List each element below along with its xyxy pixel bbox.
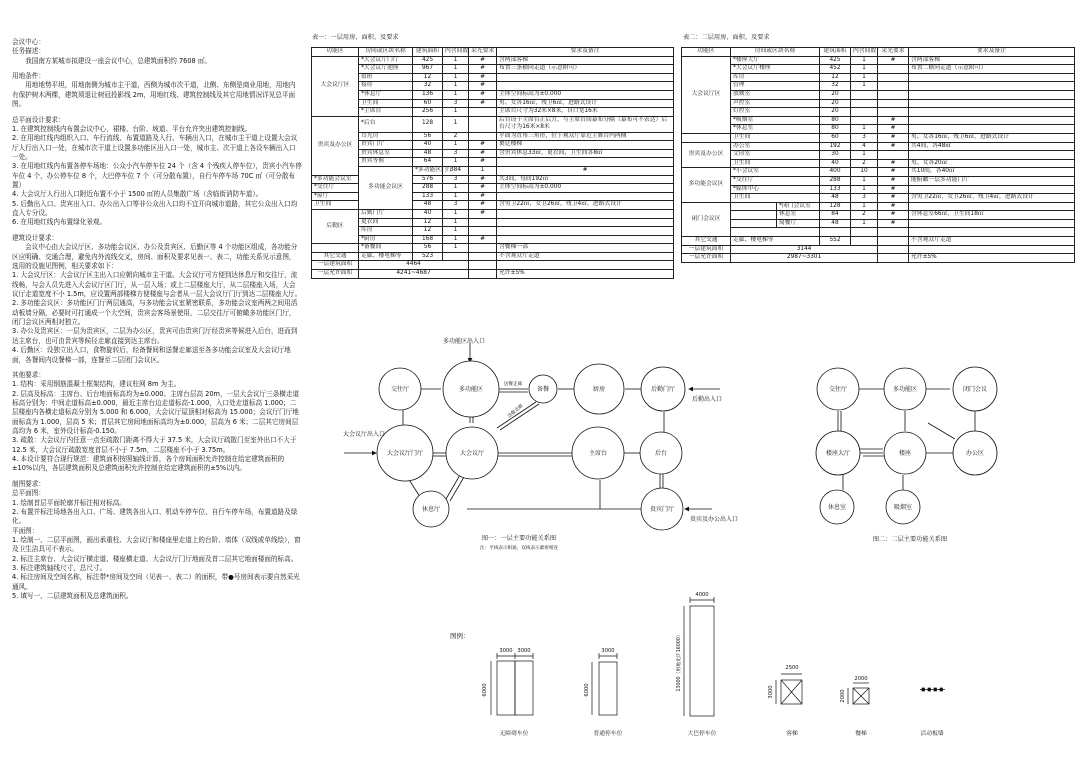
node-houqin-menting: 后勤门厅 (650, 386, 676, 393)
table-cell: 1 (851, 219, 878, 228)
table-cell: 4 (851, 142, 878, 151)
paragraph: 1. 在建筑控制线内布置会议中心，裙楼、台阶、坡道、平台允许突出建筑控制线。 (12, 124, 252, 133)
annot-duogongneng-entry: 多功能区出入口 (442, 338, 486, 345)
table-cell: 1 (443, 82, 469, 91)
table-cell: 贵宾等候 (359, 158, 413, 167)
table-cell: 384 (443, 166, 469, 175)
paragraph: 4. 大会议厅人行出入口附近布置不小于 1500 ㎡的人员集散广场（含临街消防车道）。 (12, 190, 263, 199)
table-cell: 1 (851, 176, 878, 185)
table-cell: 1 (851, 56, 878, 65)
table-cell: 1 (443, 235, 469, 244)
table-cell: 后勤区 (312, 209, 359, 243)
table-cell: 1 (443, 244, 469, 253)
table-cell: 多功能会议区 (682, 168, 731, 202)
table-cell: 192 (820, 142, 851, 151)
legend-lift-name: 客梯 (786, 731, 798, 737)
table-cell: 含男卫22㎡，女卫26㎡，残卫4㎡，进路式设计 (497, 201, 674, 210)
paragraph: 4. 后勤区：设独立出入口，食物旋转后，经备餐间和送餐走廊送至各多功能会议室及大会议厅地面，各餐间内设餐梯一部，连餐至二层闭门会议区。 (12, 346, 291, 364)
legend-acc-name: 无障碍车位 (499, 731, 529, 737)
table-cell: 允许±5% (909, 254, 1075, 263)
node2-xiyanshi: 吸烟室 (893, 504, 913, 511)
table-cell: 大会议厅区 (682, 56, 731, 133)
table-cell: 共4间，各48㎡ (909, 142, 1075, 151)
table-cell: # (469, 158, 497, 167)
table-cell: 1 (469, 166, 497, 175)
diagram1-title: 图一：一层主要功能关系图 (481, 535, 557, 542)
table-cell: 值班 (359, 73, 413, 82)
table-cell: 贵宾及办公区 (682, 142, 731, 168)
table-cell: *休息厅 (359, 90, 413, 99)
table-cell: 30 (820, 151, 851, 160)
annot-guibin-entry: 贵宾及办公出入口 (689, 516, 739, 523)
table-cell: 简餐厅 (777, 219, 820, 228)
table-cell: 多功能会议区 (359, 166, 413, 209)
legend-title: 图例： (450, 632, 470, 640)
paragraph: 平面图： (12, 526, 39, 535)
node-houtai: 后台 (654, 450, 668, 457)
table2-caption: 表二：二层用房、面积、及要求 (683, 34, 770, 41)
table-cell: 走廊、楼电梯等 (359, 252, 413, 261)
table-cell: 要求及备注 (497, 48, 674, 57)
table-cell: # (878, 202, 909, 211)
table-cell: 128 (413, 116, 443, 132)
table-cell: 男、女各20㎡ (909, 159, 1075, 168)
paragraph: 会议中心： (12, 38, 45, 46)
table-cell: 3 (443, 99, 469, 108)
table-cell: 2 (851, 159, 878, 168)
table-cell: 400 (820, 168, 851, 177)
table-cell: 管理 (731, 82, 820, 91)
table-cell: 1 (443, 141, 469, 150)
annot-dahui-entry: 大会议厅出入口 (342, 431, 386, 438)
table-cell: *吸烟室 (731, 116, 820, 125)
table-cell: # (469, 209, 497, 218)
edge-label-songcan: 送餐走廊 (503, 382, 523, 387)
table-cell: 40 (820, 159, 851, 168)
table-cell: 3 (443, 201, 469, 210)
table-cell: 一层允许面积 (682, 254, 731, 263)
table-cell: 60 (820, 133, 851, 142)
paragraph: 4. 本设计要符合现行规范：建筑面积按照轴线计算，各个房间面积允许控制在给定建筑面积的±10%以内，各层建筑面积及总建筑面积允许控制在给定建筑面积的±5%以内。 (12, 455, 285, 473)
paragraph: 3. 在用地红线内布置各停车场地：公众小汽车停车位 24 个（含 4 个残疾人停车位），贵宾小汽车停车位 4 个，办公停车位 8 个，大巴停车位 7 个（可分散布置），自行车停车场 70C ㎡（可分散布置） (12, 162, 302, 190)
table-cell: # (469, 73, 497, 82)
table-cell: 1 (443, 90, 469, 99)
table-cell: 425 (820, 56, 851, 65)
table-cell: 卫生间 (731, 159, 820, 168)
diagram2-title: 图二：二层主要功能关系图 (872, 536, 948, 543)
paragraph: 1. 绘制一、二层平面图，画出承重柱、大会议厅和楼座里走道上的台阶、墙体（双线或单线绘），窗及卫生洁具可不表示。 (12, 535, 301, 554)
table-cell: 库房 (359, 227, 413, 236)
table-cell: 声控室 (731, 99, 820, 108)
table-cell: *大会议厅门厅 (359, 56, 413, 65)
legend-dumb-w: 2000 (854, 676, 868, 682)
table-cell: *屋厅 (312, 192, 359, 201)
table-cell: 2 (851, 211, 878, 220)
legend-dumb-name: 餐梯 (855, 731, 867, 737)
table-cell: *后台 (359, 116, 413, 132)
table-cell: 40 (413, 209, 443, 218)
table-cell: 1 (443, 227, 469, 236)
paragraph: 3. 标注建筑轴线尺寸，总尺寸。 (12, 564, 107, 573)
table-cell: # (469, 99, 497, 108)
table-cell: 1 (443, 184, 469, 193)
table-cell: 一层建筑面积 (682, 245, 731, 254)
node-duogongneng: 多功能区 (458, 386, 484, 393)
table-cell: 一层建筑面积 (312, 261, 359, 270)
table-cell: # (469, 65, 497, 74)
paragraph: 建筑设计要求： (12, 233, 59, 242)
table-cell: 12 (820, 73, 851, 82)
table-cell: 288 (820, 176, 851, 185)
paragraph: 会议中心由大会议厅区、多功能会议区、办公及贵宾区、后勤区等 4 个功能区组成，各功能分区应明确、交通合理，避免内外流线交叉，房间、面积及要求见表一、表二，功能关系见示意图，选用的设施见图例，相关要求如下： (12, 243, 298, 270)
table-cell: 80 (820, 116, 851, 125)
table-cell: 卫生间 (312, 201, 359, 210)
legend-wall-name: 活动板墙 (920, 731, 944, 737)
table-cell: 主体空间标高为±0.000 (497, 90, 674, 99)
node2-jiaowangting: 交往厅 (828, 386, 848, 393)
table-cell: 40 (413, 141, 443, 150)
table-cell: 贵宾门厅 (359, 141, 413, 150)
table-cell: # (878, 56, 909, 65)
paragraph: 6. 在用地红线内布置绿化景观。 (12, 218, 107, 227)
table-cell: 裹廷楼梯 (497, 141, 674, 150)
legend-lift-w: 2500 (785, 665, 799, 671)
table-cell: 布置三条横向走道（示意附可） (497, 65, 674, 74)
table-cell: 男、女各16㎡，残卫6㎡，进路式设计 (497, 99, 674, 108)
table-cell: 内含间数 (443, 48, 469, 57)
table-cell: 放映室 (731, 90, 820, 99)
table1-caption: 表一：一层用房、面积、及要求 (312, 34, 399, 41)
diagram1-first-floor (344, 343, 723, 530)
table-cell: 文印室 (731, 151, 820, 160)
table-cell: 含贵宾休息33㎡，更衣间、卫生间各8㎡ (497, 149, 674, 158)
table-cell: # (469, 192, 497, 201)
legend-std-h: 6000 (584, 683, 590, 697)
table-cell: 不含观众厅走道 (909, 237, 1075, 246)
table-cell: *休息室 (731, 125, 820, 134)
node-zhuxitai: 主席台 (588, 450, 608, 457)
node2-duogongneng: 多功能区 (892, 386, 918, 393)
table-cell: 3 (851, 194, 878, 203)
table-cell: # (497, 166, 674, 175)
table-cell: 425 (413, 56, 443, 65)
table-cell: 1 (851, 65, 878, 74)
table-cell: # (878, 159, 909, 168)
table-cell: *多功能区门厅 (413, 166, 443, 175)
table-cell: 967 (413, 65, 443, 74)
table-cell: 452 (820, 65, 851, 74)
table-cell: 采光要求 (878, 48, 909, 57)
table-cell: 20 (820, 99, 851, 108)
table-cell: 耳光房 (359, 132, 413, 141)
table-cell: *备餐间 (359, 244, 413, 253)
table-cell: 12 (413, 218, 443, 227)
table-cell: # (878, 219, 909, 228)
edge-label-songcan-2: 送餐走廊 (507, 403, 525, 420)
table-cell: 84 (820, 211, 851, 220)
paragraph: 2. 层高及标高：主席台、后台地面标高均为±0.000。主席台层高 20m，一层大会议厅三条横走道标高分别为：中间走道标高±0.000，最近主席台边走道标高-1.000，入口处走道标高 1.000；二层楼座内各横走道标高分别为 5.000 和 6.000，大会议厅屋顶相对标高为 15.000；会议厅门厅地面标高为 1.000，层高 5 米；首层其它房间地面标高均为±0.000，层高为 6 米；二层其它房间层高均为 6 米，室外设计标高-0.150。 (12, 389, 300, 436)
table-cell: 256 (413, 108, 443, 117)
table-cell: 1 (443, 56, 469, 65)
table-cell: 其它交通 (312, 252, 359, 261)
table-cell: 2 (443, 132, 469, 141)
paragraph: 1. 结构：采用钢筋混凝土框架结构，建议柱网 8m 为主。 (12, 380, 181, 389)
table-cell: 其它交通 (682, 237, 731, 246)
table-cell: 136 (413, 90, 443, 99)
node-jiaowangting: 交往厅 (390, 386, 410, 393)
table-cell: 1 (443, 209, 469, 218)
table-cell: 32 (413, 82, 443, 91)
table-cell: 48 (413, 201, 443, 210)
legend-acc-h: 6000 (482, 683, 488, 697)
table-cell: 12 (413, 227, 443, 236)
paragraph: 3. 疏散：大会议厅内任意一点至疏散门距离不得大于 37.5 米，大会议厅疏散门至室外出口不大于 12.5 米，大会议厅疏散宽度首层不小于 7.5m，二层楼座不小于 3.75m。 (12, 436, 297, 454)
table-cell: 20 (820, 90, 851, 99)
paragraph: 2. 多功能会议区：多功能区门厅两层通高，与多功能会议室紧密联系，多功能会议室两两之间用活动板墙分隔，必要时可打通成一个大空间，贵宾会客场景使用，二层交往厅可俯瞰多功能区门厅，闭门会议区两相对独立。 (12, 299, 298, 327)
table-cell: 576 (413, 175, 443, 184)
table-cell: 1 (851, 82, 878, 91)
table-cell: # (878, 168, 909, 177)
legend-std-name: 普通停车位 (593, 731, 623, 737)
table-cell: # (469, 201, 497, 210)
legend-bus-h: 13000（用地允许16000） (677, 632, 682, 692)
node2-bimen: 闭门会议 (962, 386, 988, 393)
table-cell: 共10间，各40㎡ (909, 168, 1075, 177)
table-cell: 建筑面积 (413, 48, 443, 57)
table-cell: 3 (443, 149, 469, 158)
table-cell: 主体空间标高为±0.000 (497, 184, 674, 193)
paragraph: 我国南方某城市拟建设一座会议中心，总建筑面积约 7608 ㎡。 (12, 56, 212, 65)
table-cell: 建筑面积 (820, 48, 851, 57)
paragraph: 其他要求： (12, 370, 45, 379)
table-cell: 20 (820, 108, 851, 117)
paragraph: 任务描述： (12, 47, 45, 56)
table-cell: 4241~4687 (359, 270, 469, 279)
paragraph: 2. 标注主席台、大会议厅横走道、楼座横走道、大会议厅门厅地面及首二层其它地面楼面的标高。 (12, 554, 298, 563)
table-cell: 办公室 (731, 142, 820, 151)
node2-louzuo: 楼座 (898, 450, 912, 457)
table-cell: *媒体中心 (731, 185, 820, 194)
table-cell: 2987~3301 (731, 254, 878, 263)
table-cell: 布置二横向走道（示意附可） (909, 65, 1075, 74)
table-cell: 168 (413, 235, 443, 244)
table-cell: 1 (443, 158, 469, 167)
table-cell: 主席台尺寸为32米×8米，自口宽16米 (497, 108, 674, 117)
table-cell: *大会议厅楼座 (731, 65, 820, 74)
table-cell: 功能区 (312, 48, 359, 57)
table-cell: 卫生间 (359, 99, 413, 108)
table-cell: 288 (413, 184, 443, 193)
table-cell: 灯控室 (731, 108, 820, 117)
table-cell: *交往厅 (312, 184, 359, 193)
table-cell: 10 (851, 168, 878, 177)
table-cell: # (469, 175, 497, 184)
table-cell: 接待 (359, 82, 413, 91)
table-cell: 共3间，每间192㎡ (497, 175, 674, 184)
table-cell: 库房 (731, 73, 820, 82)
table-cell: *小会议室 (731, 168, 820, 177)
table-cell: 1 (851, 185, 878, 194)
paragraph: 总平面设计要求： (12, 115, 65, 124)
table-cell: 房间或区块名称 (359, 48, 413, 57)
table-cell: # (878, 176, 909, 185)
table-cell: 133 (820, 185, 851, 194)
table-cell: # (469, 149, 497, 158)
node-dahui-menting: 大会议厅门厅 (386, 450, 424, 457)
table-cell: 56 (413, 244, 443, 253)
node2-bangong: 办公区 (965, 450, 985, 457)
table-cell: 休息室 (777, 211, 820, 220)
legend-std-w: 3000 (601, 648, 615, 654)
table-cell: 1 (443, 65, 469, 74)
legend-lift-h: 3000 (768, 685, 774, 699)
table-cell: # (469, 141, 497, 150)
table-cell: 552 (820, 237, 851, 246)
table-cell: 含两部客梯 (909, 56, 1075, 65)
paragraph: 制图要求： (12, 479, 45, 488)
table-cell: 贵宾休息室 (359, 149, 413, 158)
table-cell: 1 (851, 125, 878, 134)
diagram1-subtitle: 注：平线表示相通，双线表示紧密相连 (479, 546, 559, 551)
legend-acc-w1: 3000 (499, 648, 513, 654)
node2-louzuo-dating: 楼座大厅 (825, 450, 851, 457)
table-cell: 允许±5% (497, 270, 674, 279)
table-cell: # (878, 185, 909, 194)
table-cell: 64 (413, 158, 443, 167)
table-cell: 卫生间 (731, 133, 820, 142)
table-cell: 1 (443, 218, 469, 227)
table-cell: # (878, 142, 909, 151)
paragraph: 5. 后勤出入口、贵宾出入口、办公出入口等非公众出入口均不宜开向城市道路，其它公众出入口均直入专分设。 (12, 199, 298, 218)
table-cell: *主席台 (359, 108, 413, 117)
table-cell: 大会议厅区 (312, 56, 359, 116)
table-cell: *闭门会议室 (777, 202, 820, 211)
table-cell: 卫生间 (731, 194, 820, 203)
table-cell: *楼座大厅 (731, 56, 820, 65)
table-cell: 1 (851, 202, 878, 211)
table-cell: 128 (820, 202, 851, 211)
table-cell: # (878, 133, 909, 142)
paragraph: 1. 绘制首层平面轮廓并标注相对标高。 (12, 498, 126, 507)
paragraph: 用地地势平坦，用地南侧为城市主干道，西侧为城市次干道，北侧、东侧是商业用地，用地内有保护树木两棵，建筑须退让树冠投影线 2m，用地红线、建筑控制线及其它用地情况详见总平面图。 (12, 81, 296, 109)
table-cell: 含休息室66㎡，卫生间18㎡ (909, 211, 1075, 220)
table-cell: 一层允许面积 (312, 270, 359, 279)
paragraph: 4. 标注房间及空间名称，标注带*房间及空间（见表一、表二）的面积，带●号房间表示要自然采光通风。 (12, 573, 300, 591)
table-cell: *交往厅 (731, 176, 820, 185)
table-cell: 闭门会议区 (682, 202, 731, 236)
table-cell: 采光要求 (469, 48, 497, 57)
paragraph: 5. 填写一、二层建筑面积及总建筑面积。 (12, 592, 133, 601)
table-cell: 1 (443, 108, 469, 117)
table-cell: 4464 (359, 261, 469, 270)
table-cell: 含男卫22㎡，女卫26㎡，残卫4㎡，进路式设计 (909, 194, 1075, 203)
paragraph: 用地条件： (12, 72, 45, 81)
table-cell: 48 (820, 194, 851, 203)
table-cell: *大会议厅池座 (359, 65, 413, 74)
table-cell: 更衣间 (359, 218, 413, 227)
table-cell: 1 (443, 73, 469, 82)
table-cell: 32 (820, 82, 851, 91)
table-cell: 后勤门厅 (359, 209, 413, 218)
node2-xiuxishi: 休息室 (827, 504, 847, 511)
table-cell: 56 (413, 132, 443, 141)
table-cell: # (469, 184, 497, 193)
table-cell: 3 (443, 175, 469, 184)
table-cell: 1 (851, 151, 878, 160)
table-cell: 要求及备注 (909, 48, 1075, 57)
table-cell: 3 (851, 133, 878, 142)
table-cell: # (878, 125, 909, 134)
table-cell: 523 (413, 252, 443, 261)
table-cell: # (878, 211, 909, 220)
table-cell: 走廊、楼电梯等 (731, 237, 820, 246)
table-cell: 后台设于主席台正后方，与主席台间幕布分隔（幕布可不表达）后台尺寸为16米×8米 (497, 116, 674, 132)
paragraph: 3. 办公及贵宾区：一层为贵宾区，二层为办公区，贵宾可由贵宾门厅经贵宾等候进入后台，进而到达主席台，也可由贵宾等候径走廊直接到达主席台。 (12, 327, 298, 345)
table-cell: 1 (443, 116, 469, 132)
table-cell: 平面为直角三角形，位于观众厅靠近主舞台内两侧 (497, 132, 674, 141)
table-cell: 1 (443, 192, 469, 201)
table-cell: 贵宾及办公区 (312, 116, 359, 175)
legend-acc-w2: 3000 (517, 648, 531, 654)
table-cell: 60 (413, 99, 443, 108)
table-cell: *多功能会议室 (312, 175, 359, 184)
table-cell: 能俯瞰一层多功能门厅 (909, 176, 1075, 185)
table-cell: 133 (413, 192, 443, 201)
legend-symbols (491, 597, 945, 716)
table-cell: 不含观众厅走道 (497, 252, 674, 261)
table-cell: # (878, 116, 909, 125)
legend-dumb-h: 2000 (840, 689, 846, 703)
paragraph: 总平面图： (12, 489, 45, 498)
legend-bus-name: 大巴停车位 (687, 731, 717, 737)
paragraph: 1. 大会议厅区：大会议厅区主出入口应朝向城市主干道。大会议厅可方便到达休息厅和交往厅，流线畅，与会人员先进入大会议厅区门厅，从一层入场；或上二层楼座大厅，从二层楼座入场，大会议厅走道宽度不小 1.5m，应设置两部楼梯方便楼座与会者从一层大会议厅门厅到达二层楼座大厅。 (12, 271, 302, 298)
node-dahuiyiting: 大会议厅 (459, 450, 485, 457)
table-cell: # (878, 194, 909, 203)
table-cell: 48 (820, 219, 851, 228)
paragraph: 2. 在用地红线内组织入口、车行流线、布置道路及入行、车辆出入口，在城市主干道上设置大会议厅人行出入口一处，在城市次干道上设置多功能区出入口一处，城市主、次干道上各设车辆出入口一处。 (12, 134, 298, 161)
table-cell: 3144 (731, 245, 878, 254)
node-beican: 备餐 (536, 386, 550, 393)
node-chufang: 厨房 (592, 386, 606, 393)
table-cell: # (469, 56, 497, 65)
table-cell: 含两部客梯 (497, 56, 674, 65)
table-cell: 含餐梯一部 (497, 244, 674, 253)
table-cell: 1 (851, 73, 878, 82)
table-cell: 80 (820, 125, 851, 134)
node-xiuxiting: 休息厅 (421, 506, 441, 513)
table-cell: # (469, 90, 497, 99)
table-cell: *厨房 (359, 235, 413, 244)
annot-houqin-entry: 后勤出入口 (691, 396, 723, 403)
table-cell: 内含间数 (851, 48, 878, 57)
table-cell: 房间或区块名称 (731, 48, 820, 57)
table-cell: 男、女各16㎡，残卫6㎡，进路式设计 (909, 133, 1075, 142)
paragraph: 2. 布置并标注场地各出入口、广场、建筑各出入口、机动车停车位、自行车停车场，布置道路及绿化。 (12, 507, 298, 526)
table-cell: 功能区 (682, 48, 731, 57)
legend-bus-w: 4000 (695, 592, 709, 598)
table-cell: 48 (413, 149, 443, 158)
node-guibin-menting: 贵宾门厅 (649, 506, 675, 513)
table-cell: # (469, 235, 497, 244)
table-cell: # (469, 82, 497, 91)
table-cell: 12 (413, 73, 443, 82)
